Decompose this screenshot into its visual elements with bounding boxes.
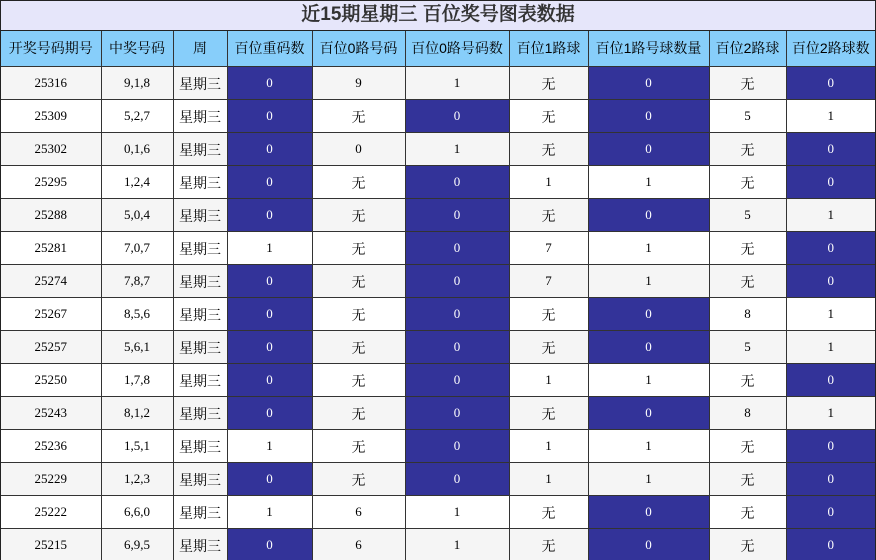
- table-row: [1, 396, 875, 429]
- col-header-route0-number: 百位0路号码: [312, 31, 405, 66]
- route0-number-cell: 无: [312, 429, 405, 462]
- route0-count-cell: 1: [405, 528, 509, 560]
- route2-ball-cell: 无: [709, 363, 786, 396]
- issue-cell: 25288: [1, 198, 101, 231]
- winning-number-cell: 1,7,8: [101, 363, 173, 396]
- winning-number-cell: 5,2,7: [101, 99, 173, 132]
- route2-count-cell: 0: [786, 264, 875, 297]
- table-row: [1, 528, 875, 560]
- route0-number-cell: 6: [312, 528, 405, 560]
- winning-number-cell: 5,0,4: [101, 198, 173, 231]
- weekday-cell: 星期三: [173, 396, 227, 429]
- route0-count-cell: 1: [405, 132, 509, 165]
- repeat-count-cell: 0: [227, 528, 312, 560]
- issue-cell: 25309: [1, 99, 101, 132]
- winning-number-cell: 9,1,8: [101, 66, 173, 99]
- route2-ball-cell: 5: [709, 99, 786, 132]
- col-header-route0-count: 百位0路号码数: [405, 31, 509, 66]
- winning-number-cell: 7,8,7: [101, 264, 173, 297]
- winning-number-cell: 1,2,4: [101, 165, 173, 198]
- route2-count-cell: 1: [786, 330, 875, 363]
- route0-number-cell: 无: [312, 231, 405, 264]
- table-row: [1, 165, 875, 198]
- route2-count-cell: 0: [786, 462, 875, 495]
- issue-cell: 25236: [1, 429, 101, 462]
- data-table: [1, 31, 875, 560]
- table-row: [1, 99, 875, 132]
- route2-ball-cell: 无: [709, 528, 786, 560]
- route1-count-cell: 1: [588, 363, 709, 396]
- issue-cell: 25302: [1, 132, 101, 165]
- route0-count-cell: 0: [405, 231, 509, 264]
- route0-number-cell: 9: [312, 66, 405, 99]
- route2-ball-cell: 5: [709, 330, 786, 363]
- table-row: [1, 330, 875, 363]
- route2-count-cell: 0: [786, 231, 875, 264]
- table-row: [1, 66, 875, 99]
- issue-cell: 25229: [1, 462, 101, 495]
- issue-cell: 25274: [1, 264, 101, 297]
- weekday-cell: 星期三: [173, 528, 227, 560]
- repeat-count-cell: 0: [227, 99, 312, 132]
- route0-count-cell: 0: [405, 99, 509, 132]
- weekday-cell: 星期三: [173, 264, 227, 297]
- table-row: [1, 495, 875, 528]
- table-body: [1, 66, 875, 560]
- winning-number-cell: 6,6,0: [101, 495, 173, 528]
- route0-count-cell: 0: [405, 330, 509, 363]
- route2-ball-cell: 8: [709, 396, 786, 429]
- table-row: [1, 297, 875, 330]
- route1-count-cell: 1: [588, 264, 709, 297]
- route2-ball-cell: 无: [709, 495, 786, 528]
- route2-count-cell: 0: [786, 132, 875, 165]
- col-header-route1-count: 百位1路号球数量: [588, 31, 709, 66]
- table-row: [1, 264, 875, 297]
- route1-ball-cell: 1: [509, 462, 588, 495]
- route2-ball-cell: 无: [709, 462, 786, 495]
- route0-count-cell: 1: [405, 495, 509, 528]
- route2-count-cell: 0: [786, 363, 875, 396]
- route1-ball-cell: 无: [509, 198, 588, 231]
- route2-count-cell: 0: [786, 66, 875, 99]
- winning-number-cell: 0,1,6: [101, 132, 173, 165]
- repeat-count-cell: 0: [227, 165, 312, 198]
- col-header-weekday: 周: [173, 31, 227, 66]
- route2-count-cell: 1: [786, 198, 875, 231]
- issue-cell: 25257: [1, 330, 101, 363]
- winning-number-cell: 1,2,3: [101, 462, 173, 495]
- col-header-route1-ball: 百位1路球: [509, 31, 588, 66]
- winning-number-cell: 1,5,1: [101, 429, 173, 462]
- weekday-cell: 星期三: [173, 66, 227, 99]
- repeat-count-cell: 0: [227, 66, 312, 99]
- route2-count-cell: 0: [786, 495, 875, 528]
- route1-ball-cell: 无: [509, 528, 588, 560]
- route1-ball-cell: 无: [509, 132, 588, 165]
- col-header-route2-ball: 百位2路球: [709, 31, 786, 66]
- route0-count-cell: 0: [405, 363, 509, 396]
- route2-count-cell: 0: [786, 165, 875, 198]
- route2-ball-cell: 无: [709, 429, 786, 462]
- winning-number-cell: 7,0,7: [101, 231, 173, 264]
- route1-count-cell: 1: [588, 231, 709, 264]
- weekday-cell: 星期三: [173, 132, 227, 165]
- route0-number-cell: 无: [312, 330, 405, 363]
- route0-count-cell: 0: [405, 264, 509, 297]
- repeat-count-cell: 1: [227, 429, 312, 462]
- route0-number-cell: 无: [312, 198, 405, 231]
- weekday-cell: 星期三: [173, 462, 227, 495]
- route0-number-cell: 无: [312, 462, 405, 495]
- weekday-cell: 星期三: [173, 495, 227, 528]
- table-row: [1, 198, 875, 231]
- route1-ball-cell: 1: [509, 429, 588, 462]
- route2-ball-cell: 无: [709, 231, 786, 264]
- col-header-winning-number: 中奖号码: [101, 31, 173, 66]
- route1-ball-cell: 无: [509, 396, 588, 429]
- route1-count-cell: 0: [588, 495, 709, 528]
- route1-count-cell: 0: [588, 198, 709, 231]
- header-row: [1, 31, 875, 66]
- issue-cell: 25222: [1, 495, 101, 528]
- issue-cell: 25281: [1, 231, 101, 264]
- route0-number-cell: 无: [312, 297, 405, 330]
- route0-number-cell: 无: [312, 363, 405, 396]
- route1-ball-cell: 无: [509, 66, 588, 99]
- route2-count-cell: 1: [786, 99, 875, 132]
- winning-number-cell: 6,9,5: [101, 528, 173, 560]
- issue-cell: 25250: [1, 363, 101, 396]
- route2-ball-cell: 无: [709, 264, 786, 297]
- route1-count-cell: 1: [588, 429, 709, 462]
- repeat-count-cell: 0: [227, 132, 312, 165]
- route1-count-cell: 0: [588, 528, 709, 560]
- table-row: [1, 231, 875, 264]
- repeat-count-cell: 0: [227, 198, 312, 231]
- route0-count-cell: 0: [405, 396, 509, 429]
- route0-number-cell: 无: [312, 99, 405, 132]
- repeat-count-cell: 0: [227, 396, 312, 429]
- weekday-cell: 星期三: [173, 330, 227, 363]
- route1-count-cell: 0: [588, 99, 709, 132]
- route2-ball-cell: 5: [709, 198, 786, 231]
- winning-number-cell: 8,1,2: [101, 396, 173, 429]
- route1-ball-cell: 无: [509, 330, 588, 363]
- page-title: 近15期星期三 百位奖号图表数据: [1, 1, 875, 31]
- route0-count-cell: 1: [405, 66, 509, 99]
- route2-count-cell: 0: [786, 429, 875, 462]
- route2-count-cell: 1: [786, 297, 875, 330]
- issue-cell: 25267: [1, 297, 101, 330]
- repeat-count-cell: 0: [227, 363, 312, 396]
- weekday-cell: 星期三: [173, 231, 227, 264]
- table-row: [1, 363, 875, 396]
- repeat-count-cell: 0: [227, 330, 312, 363]
- route1-ball-cell: 无: [509, 297, 588, 330]
- issue-cell: 25295: [1, 165, 101, 198]
- table-row: [1, 429, 875, 462]
- winning-number-cell: 8,5,6: [101, 297, 173, 330]
- route1-ball-cell: 7: [509, 231, 588, 264]
- route0-count-cell: 0: [405, 297, 509, 330]
- route2-ball-cell: 无: [709, 165, 786, 198]
- weekday-cell: 星期三: [173, 99, 227, 132]
- route0-count-cell: 0: [405, 198, 509, 231]
- weekday-cell: 星期三: [173, 363, 227, 396]
- route2-ball-cell: 无: [709, 66, 786, 99]
- issue-cell: 25215: [1, 528, 101, 560]
- repeat-count-cell: 1: [227, 231, 312, 264]
- route2-ball-cell: 8: [709, 297, 786, 330]
- route1-ball-cell: 无: [509, 99, 588, 132]
- repeat-count-cell: 0: [227, 462, 312, 495]
- route0-number-cell: 无: [312, 165, 405, 198]
- weekday-cell: 星期三: [173, 429, 227, 462]
- weekday-cell: 星期三: [173, 165, 227, 198]
- winning-number-cell: 5,6,1: [101, 330, 173, 363]
- route0-count-cell: 0: [405, 462, 509, 495]
- col-header-issue: 开奖号码期号: [1, 31, 101, 66]
- route2-count-cell: 1: [786, 396, 875, 429]
- route1-count-cell: 0: [588, 132, 709, 165]
- route1-count-cell: 0: [588, 297, 709, 330]
- route1-ball-cell: 1: [509, 165, 588, 198]
- issue-cell: 25243: [1, 396, 101, 429]
- table-row: [1, 132, 875, 165]
- weekday-cell: 星期三: [173, 198, 227, 231]
- route0-number-cell: 0: [312, 132, 405, 165]
- col-header-route2-count: 百位2路球数: [786, 31, 875, 66]
- route1-ball-cell: 7: [509, 264, 588, 297]
- route0-number-cell: 6: [312, 495, 405, 528]
- repeat-count-cell: 0: [227, 264, 312, 297]
- route0-count-cell: 0: [405, 429, 509, 462]
- route2-count-cell: 0: [786, 528, 875, 560]
- issue-cell: 25316: [1, 66, 101, 99]
- route0-number-cell: 无: [312, 264, 405, 297]
- route1-count-cell: 0: [588, 66, 709, 99]
- repeat-count-cell: 1: [227, 495, 312, 528]
- route1-ball-cell: 无: [509, 495, 588, 528]
- route0-number-cell: 无: [312, 396, 405, 429]
- route1-ball-cell: 1: [509, 363, 588, 396]
- weekday-cell: 星期三: [173, 297, 227, 330]
- route1-count-cell: 1: [588, 462, 709, 495]
- repeat-count-cell: 0: [227, 297, 312, 330]
- route1-count-cell: 1: [588, 165, 709, 198]
- col-header-repeat-count: 百位重码数: [227, 31, 312, 66]
- route1-count-cell: 0: [588, 330, 709, 363]
- route1-count-cell: 0: [588, 396, 709, 429]
- route0-count-cell: 0: [405, 165, 509, 198]
- route2-ball-cell: 无: [709, 132, 786, 165]
- table-row: [1, 462, 875, 495]
